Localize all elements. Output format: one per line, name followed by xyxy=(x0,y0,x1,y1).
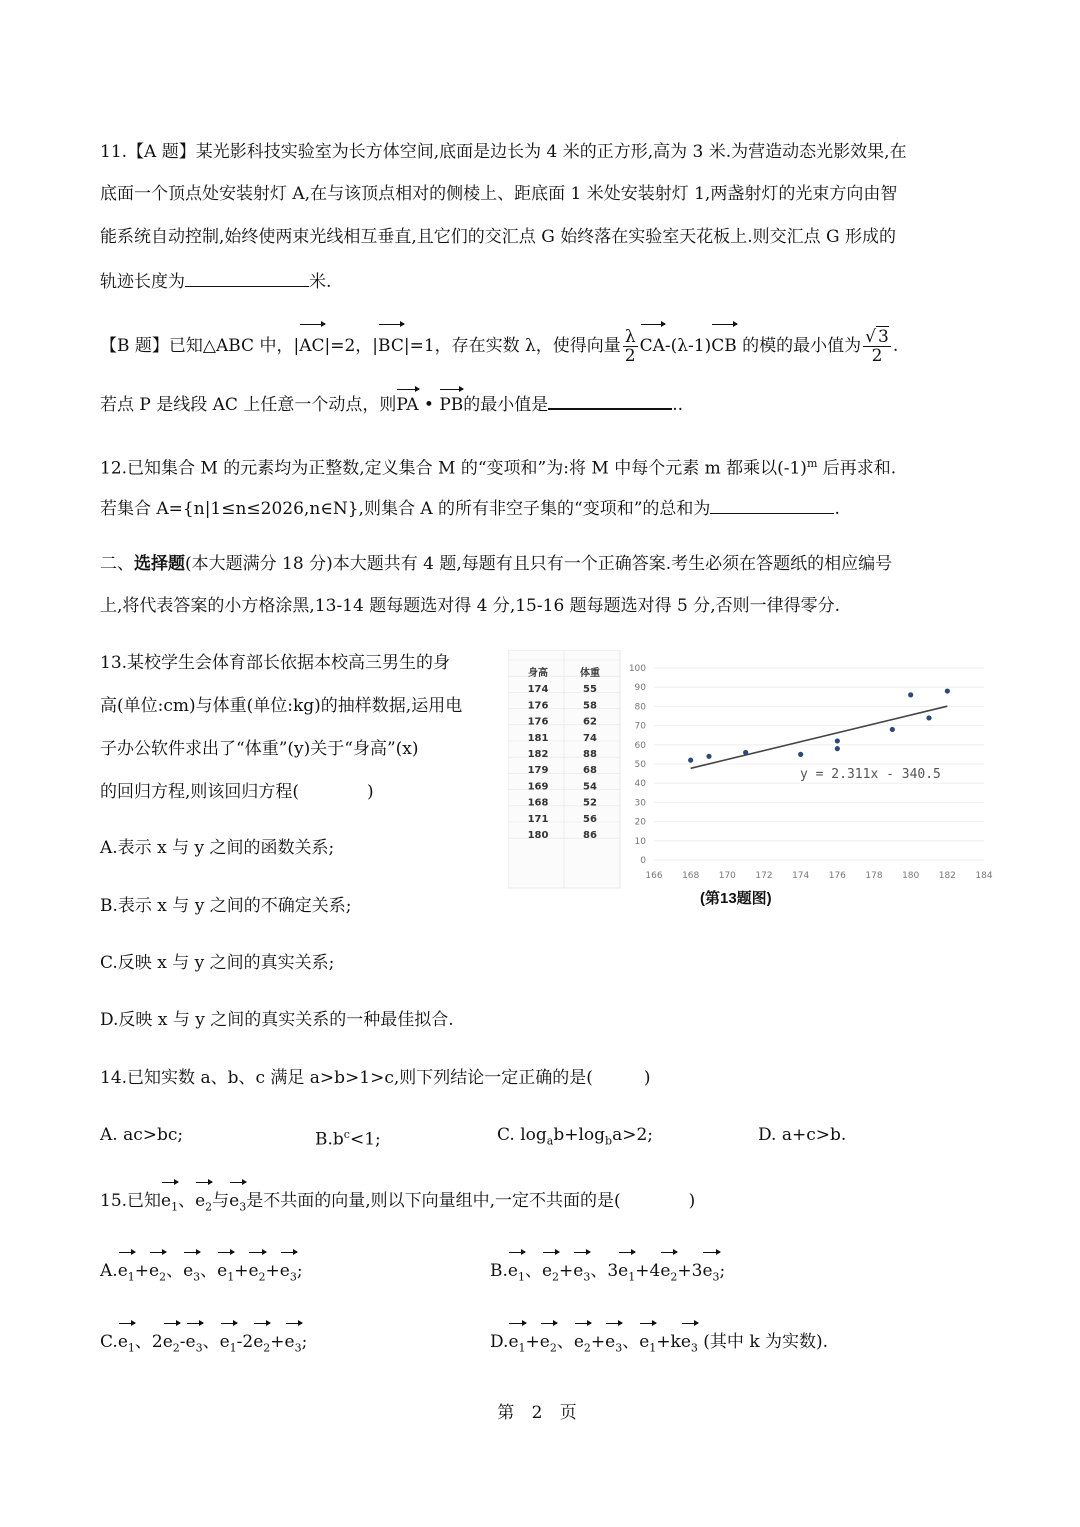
sep: 、 xyxy=(590,1261,608,1281)
op: + xyxy=(525,1332,540,1352)
q11b-text-1: 【B 题】已知△ABC 中，| xyxy=(100,336,300,356)
sub: 2 xyxy=(258,1270,266,1284)
x-tick-label: 168 xyxy=(682,871,700,881)
vector-e3 xyxy=(702,1256,719,1292)
y-tick-label: 0 xyxy=(640,856,646,866)
y-tick-label: 70 xyxy=(634,721,646,732)
scatter-point xyxy=(688,758,693,763)
e: e xyxy=(279,1261,290,1281)
sub: 1 xyxy=(517,1270,525,1284)
vector-e2 xyxy=(248,1256,265,1292)
table-cell: 176 xyxy=(527,700,549,712)
q14c-sub-2: b xyxy=(605,1134,613,1148)
q12-line-1 xyxy=(100,452,896,481)
table-cell: 68 xyxy=(583,765,597,777)
q11b-line-1 xyxy=(100,328,898,365)
op: + xyxy=(635,1261,650,1281)
e: e xyxy=(284,1332,295,1352)
op: + xyxy=(270,1332,285,1352)
q13-figure xyxy=(508,650,1000,890)
q14-option-b xyxy=(315,1123,381,1152)
q11b-text-5: 的模的最小值为 xyxy=(736,336,862,356)
vector-e2 xyxy=(574,1327,591,1363)
sqrt-symbol: √ xyxy=(865,327,876,347)
e: e xyxy=(507,1261,518,1281)
sep: 、 xyxy=(178,1191,196,1211)
vector-e3 xyxy=(229,1186,246,1222)
y-tick-label: 40 xyxy=(634,779,646,790)
x-tick-label: 184 xyxy=(975,871,993,881)
vector-e1 xyxy=(618,1256,635,1292)
y-tick-label: 60 xyxy=(634,740,646,751)
op: + xyxy=(265,1261,280,1281)
table-header: 体重 xyxy=(580,668,600,679)
e: e xyxy=(195,1191,206,1211)
vector-e1 xyxy=(118,1256,135,1292)
table-cell: 182 xyxy=(527,749,549,760)
sub: 2 xyxy=(670,1270,678,1284)
table-cell: 74 xyxy=(583,732,597,744)
vector-e3 xyxy=(186,1327,203,1363)
sub: 1 xyxy=(127,1270,135,1284)
sub: 2 xyxy=(159,1270,167,1284)
q12-line-2 xyxy=(100,495,840,521)
vector-e2 xyxy=(149,1256,166,1292)
scatter-point xyxy=(706,754,711,759)
sep: 、 xyxy=(166,1261,184,1281)
q11b-line-2 xyxy=(100,390,683,417)
q15-post: 是不共面的向量,则以下向量组中,一定不共面的是( ) xyxy=(246,1191,696,1211)
vector-e2 xyxy=(660,1256,677,1292)
sub: 2 xyxy=(172,1341,180,1355)
sqrt-radicand: 3 xyxy=(877,327,889,347)
sub: 1 xyxy=(171,1200,179,1214)
vector-e3 xyxy=(573,1256,590,1292)
q13-option-c: C.反映 x 与 y 之间的真实关系; xyxy=(100,953,335,973)
q12-exponent: m xyxy=(806,457,818,470)
q14-option-c xyxy=(497,1123,653,1153)
coef: 3 xyxy=(691,1261,703,1281)
vector-e1 xyxy=(161,1186,178,1222)
q14b-exponent: c xyxy=(343,1128,350,1141)
e: e xyxy=(248,1261,259,1281)
q15-option-c xyxy=(100,1327,307,1363)
q15-option-a xyxy=(100,1256,303,1292)
table-cell: 52 xyxy=(583,797,597,809)
table-cell: 88 xyxy=(583,749,597,760)
scatter-point xyxy=(926,715,931,720)
dot-product: • xyxy=(418,395,440,415)
vector-e2 xyxy=(542,1256,559,1292)
x-tick-label: 170 xyxy=(718,871,736,881)
fraction-sqrt3-half xyxy=(863,328,891,365)
q11-line-1: 11.【A 题】某光影科技实验室为长方体空间,底面是边长为 4 米的正方形,高为 3 米.为营造动态光影效果,在 xyxy=(100,142,907,162)
vector-pb: PB xyxy=(439,395,464,415)
page-number: 第 2 页 xyxy=(497,1403,583,1423)
vector-e2 xyxy=(195,1186,212,1222)
sub: 3 xyxy=(193,1270,201,1284)
op: + xyxy=(677,1261,692,1281)
e: e xyxy=(219,1332,230,1352)
table-cell: 58 xyxy=(583,700,597,712)
e: e xyxy=(639,1332,650,1352)
q12-answer-blank xyxy=(710,495,834,514)
op: - xyxy=(179,1332,186,1352)
vector-ac: AC xyxy=(299,328,324,364)
e: e xyxy=(162,1332,173,1352)
op: + xyxy=(656,1332,671,1352)
op: + xyxy=(234,1261,249,1281)
y-tick-label: 20 xyxy=(634,817,646,828)
q13-line-3: 子办公软件求出了“体重”(y)关于“身高”(x) xyxy=(100,739,419,759)
q11b2-text-1: 若点 P 是线段 AC 上任意一个动点，则 xyxy=(100,395,397,415)
table-cell: 171 xyxy=(527,813,549,825)
q15-option-d xyxy=(490,1327,828,1363)
vector-e1 xyxy=(508,1256,525,1292)
q11b-text-4: -(λ-1) xyxy=(664,336,712,356)
q14c-sub-1: a xyxy=(546,1134,554,1148)
end: ; xyxy=(719,1261,726,1281)
q12-text-2: 若集合 A={n|1≤n≤2026,n∈N},则集合 A 的所有非空子集的“变项和”的总和为 xyxy=(100,499,711,519)
q15-pre: 15.已知 xyxy=(100,1191,162,1211)
sub: 2 xyxy=(583,1341,591,1355)
coef: 3 xyxy=(607,1261,619,1281)
label: D. xyxy=(490,1332,509,1352)
table-cell: 55 xyxy=(583,684,597,696)
vector-e3 xyxy=(285,1327,302,1363)
q13-line-1: 13.某校学生会体育部长依据本校高三男生的身 xyxy=(100,653,451,673)
end: ; xyxy=(296,1261,303,1281)
sub: 3 xyxy=(690,1341,698,1355)
scatter-point xyxy=(798,752,803,757)
sub: 3 xyxy=(239,1200,247,1214)
q12-period: . xyxy=(834,499,840,519)
coef: 2 xyxy=(242,1332,254,1352)
q14c-post: a>2; xyxy=(612,1125,653,1145)
end: ; xyxy=(301,1332,308,1352)
table-cell: 174 xyxy=(527,684,549,696)
vector-e1 xyxy=(217,1256,234,1292)
e: e xyxy=(573,1261,584,1281)
q14-stem: 14.已知实数 a、b、c 满足 a>b>1>c,则下列结论一定正确的是( ) xyxy=(100,1068,651,1088)
x-tick-label: 172 xyxy=(755,871,773,881)
q11b-text-2: |=2，| xyxy=(324,336,379,356)
sub: 3 xyxy=(294,1341,302,1355)
y-tick-label: 80 xyxy=(634,702,646,713)
vector-e1 xyxy=(639,1327,656,1363)
sub: 3 xyxy=(615,1341,623,1355)
y-tick-label: 30 xyxy=(634,798,646,809)
q13-option-d: D.反映 x 与 y 之间的真实关系的一种最佳拟合. xyxy=(100,1010,454,1030)
table-cell: 169 xyxy=(527,781,549,793)
section2-number: 二、 xyxy=(100,554,134,574)
sep: 、 xyxy=(556,1332,574,1352)
table-cell: 56 xyxy=(583,813,597,825)
vector-e3 xyxy=(605,1327,622,1363)
label: C. xyxy=(100,1332,118,1352)
op: + xyxy=(590,1332,606,1352)
q14c-pre: C. log xyxy=(497,1125,547,1145)
frac-den: 2 xyxy=(624,346,636,366)
sub: 1 xyxy=(127,1341,135,1355)
q14-option-d: D. a+c>b. xyxy=(758,1125,847,1145)
table-cell: 54 xyxy=(583,781,597,793)
q11b-period: . xyxy=(892,336,899,356)
frac-num-sqrt xyxy=(863,328,891,347)
q14-option-a: A. ac>bc; xyxy=(100,1125,184,1145)
scatter-point xyxy=(945,688,950,693)
sub: 1 xyxy=(518,1341,526,1355)
q11b2-end: .. xyxy=(672,395,684,415)
table-cell: 62 xyxy=(583,716,597,728)
q11a-unit: 米. xyxy=(309,272,332,292)
q11-line-4 xyxy=(100,268,331,294)
coef: 2 xyxy=(151,1332,163,1352)
scatter-point xyxy=(908,692,913,697)
regression-equation: y = 2.311x - 340.5 xyxy=(800,767,941,782)
vector-bc: BC xyxy=(378,328,404,364)
e: e xyxy=(660,1261,671,1281)
e: e xyxy=(117,1261,128,1281)
note: (其中 k 为实数). xyxy=(697,1332,829,1352)
vector-e1 xyxy=(220,1327,237,1363)
conj: 与 xyxy=(212,1191,230,1211)
vector-cb: CB xyxy=(711,328,737,364)
sub: 1 xyxy=(628,1270,636,1284)
table-cell: 179 xyxy=(527,765,549,777)
sub: 2 xyxy=(549,1341,557,1355)
table-cell: 176 xyxy=(527,716,549,728)
e: e xyxy=(183,1261,194,1281)
vector-e2 xyxy=(253,1327,270,1363)
x-tick-label: 182 xyxy=(938,871,956,881)
e: e xyxy=(149,1261,160,1281)
vector-pa: PA xyxy=(396,395,419,415)
x-tick-label: 176 xyxy=(828,871,846,881)
sep: 、 xyxy=(622,1332,640,1352)
vector-e2 xyxy=(540,1327,557,1363)
scatter-point xyxy=(835,738,840,743)
e: e xyxy=(702,1261,713,1281)
coef: k xyxy=(670,1332,681,1352)
sep: 、 xyxy=(202,1332,220,1352)
e: e xyxy=(229,1191,240,1211)
vector-e3 xyxy=(681,1327,698,1363)
sep: 、 xyxy=(134,1332,152,1352)
q11a-answer-blank xyxy=(185,268,309,287)
sep: 、 xyxy=(524,1261,542,1281)
y-tick-label: 100 xyxy=(628,664,646,674)
coef: 4 xyxy=(649,1261,661,1281)
e: e xyxy=(539,1332,550,1352)
table-cell: 168 xyxy=(527,797,549,809)
q15-stem xyxy=(100,1186,695,1222)
sep: 、 xyxy=(200,1261,218,1281)
sub: 2 xyxy=(205,1200,213,1214)
op: - xyxy=(236,1332,243,1352)
e: e xyxy=(508,1332,519,1352)
y-tick-label: 50 xyxy=(634,760,646,770)
e: e xyxy=(541,1261,553,1281)
q11b-text-3: |=1，存在实数 λ，使得向量 xyxy=(403,336,621,356)
q11a-text: 轨迹长度为 xyxy=(100,272,185,292)
sub: 2 xyxy=(263,1341,271,1355)
section2-line-1 xyxy=(100,552,892,576)
y-tick-label: 10 xyxy=(634,836,646,847)
op: + xyxy=(134,1261,149,1281)
frac-den-2: 2 xyxy=(871,346,883,366)
section2-title: 选择题 xyxy=(134,554,185,574)
vector-e1 xyxy=(118,1327,135,1363)
scatter-point xyxy=(743,750,748,755)
q14b-pre: B.b xyxy=(315,1129,344,1150)
sub: 1 xyxy=(649,1341,657,1355)
table-cell: 180 xyxy=(527,830,549,841)
q13-line-4: 的回归方程,则该回归方程( ) xyxy=(100,782,374,802)
q11-line-3: 能系统自动控制,始终使两束光线相互垂直,且它们的交汇点 G 始终落在实验室天花板上.则交汇点 G 形成的 xyxy=(100,227,896,247)
q11b-answer-blank xyxy=(548,390,672,410)
section2-text-1: (本大题满分 18 分)本大题共有 4 题,每题有且只有一个正确答案.考生必须在答题纸的相应编号 xyxy=(185,554,893,574)
q14b-post: <1; xyxy=(349,1129,381,1150)
q11-line-2: 底面一个顶点处安装射灯 A,在与该顶点相对的侧棱上、距底面 1 米处安装射灯 1,两盏射灯的光束方向由智 xyxy=(100,184,898,204)
q13-line-2: 高(单位:cm)与体重(单位:kg)的抽样数据,运用电 xyxy=(100,696,463,716)
x-tick-label: 178 xyxy=(865,871,883,881)
scatter-point xyxy=(835,746,840,751)
e: e xyxy=(253,1332,264,1352)
sub: 1 xyxy=(229,1341,237,1355)
e: e xyxy=(185,1332,196,1352)
e: e xyxy=(618,1261,629,1281)
sub: 3 xyxy=(289,1270,297,1284)
q12-text-1-end: 后再求和. xyxy=(817,458,897,479)
sub: 3 xyxy=(195,1341,203,1355)
e: e xyxy=(605,1332,616,1352)
vector-ca: CA xyxy=(640,328,665,364)
x-tick-label: 174 xyxy=(792,871,810,881)
table-header: 身高 xyxy=(528,668,548,679)
y-tick-label: 90 xyxy=(634,683,646,694)
e: e xyxy=(217,1261,228,1281)
op: + xyxy=(559,1261,574,1281)
vector-e3 xyxy=(280,1256,297,1292)
table-cell: 181 xyxy=(527,732,549,744)
figure-caption: (第13题图) xyxy=(700,890,772,907)
label: B. xyxy=(490,1261,508,1281)
section2-line-2: 上,将代表答案的小方格涂黑,13-14 题每题选对得 4 分,15-16 题每题选对得 5 分,否则一律得零分. xyxy=(100,596,841,616)
scatter-point xyxy=(890,727,895,732)
sub: 3 xyxy=(712,1270,720,1284)
e: e xyxy=(161,1191,172,1211)
vector-e2 xyxy=(163,1327,180,1363)
e: e xyxy=(117,1332,128,1352)
e: e xyxy=(573,1332,584,1352)
sub: 3 xyxy=(583,1270,591,1284)
vector-e1 xyxy=(508,1327,525,1363)
table-cell: 86 xyxy=(583,830,597,841)
label: A. xyxy=(100,1261,118,1281)
x-tick-label: 180 xyxy=(902,871,920,881)
q13-option-b: B.表示 x 与 y 之间的不确定关系; xyxy=(100,896,352,916)
q12-text-1: 12.已知集合 M 的元素均为正整数,定义集合 M 的“变项和”为:将 M 中每个元素 m 都乘以(-1) xyxy=(100,458,807,479)
sub: 2 xyxy=(552,1270,560,1284)
q11b2-text-2: 的最小值是 xyxy=(463,395,549,415)
fraction-lambda-half xyxy=(623,328,638,365)
q15-option-b xyxy=(490,1256,725,1292)
e: e xyxy=(680,1332,691,1352)
q13-option-a: A.表示 x 与 y 之间的函数关系; xyxy=(100,838,335,858)
q14c-mid: b+log xyxy=(553,1125,606,1145)
x-tick-label: 166 xyxy=(645,871,663,881)
frac-num: λ xyxy=(624,327,636,347)
sub: 1 xyxy=(227,1270,235,1284)
vector-e3 xyxy=(183,1256,200,1292)
